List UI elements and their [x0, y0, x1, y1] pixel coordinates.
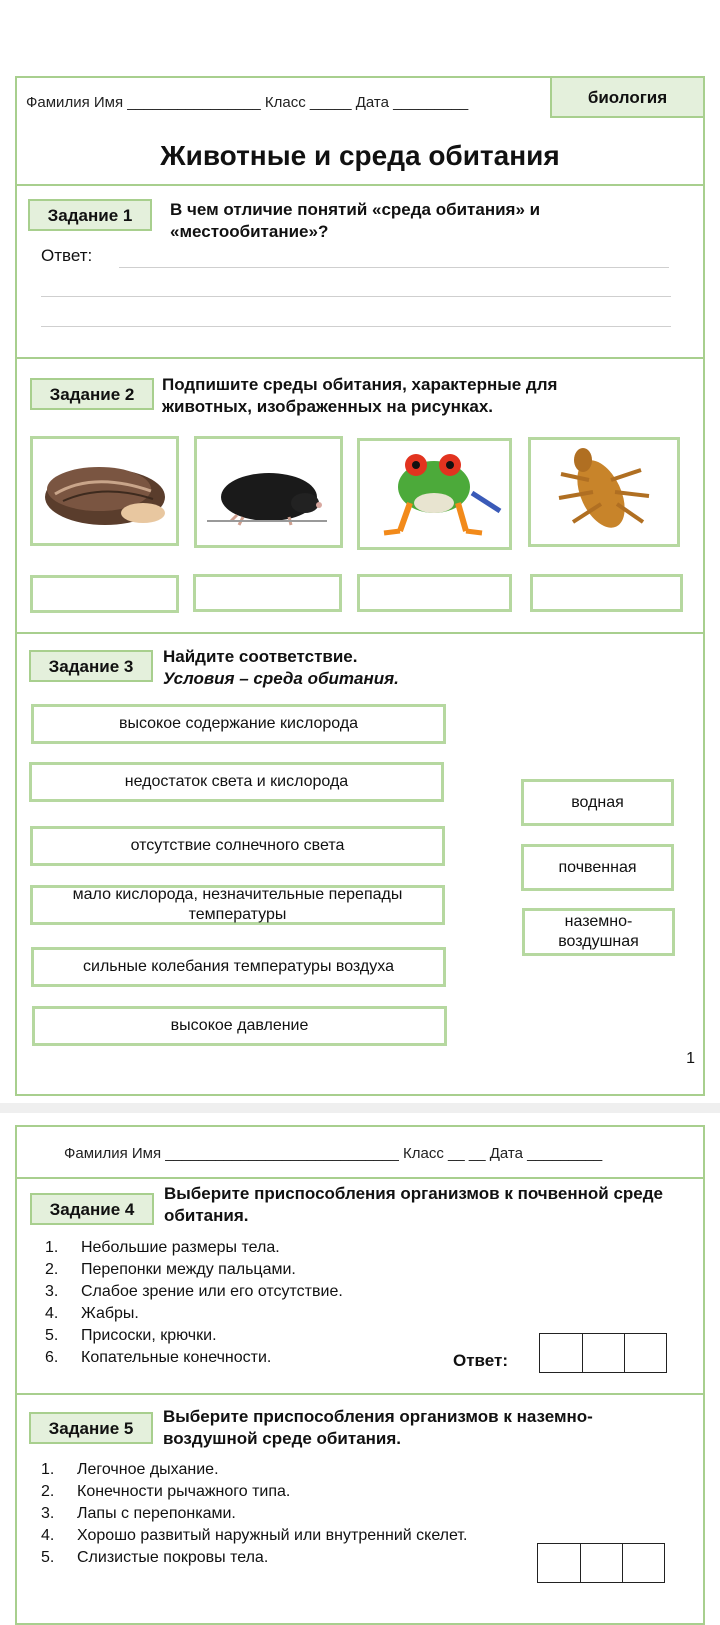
habitat-option[interactable]: наземно-воздушная	[522, 908, 675, 956]
answer-line[interactable]	[41, 326, 671, 327]
answer-cell[interactable]	[538, 1544, 580, 1582]
habitat-answer-box-1[interactable]	[30, 575, 179, 613]
habitat-option[interactable]: почвенная	[521, 844, 674, 891]
condition-item[interactable]: высокое содержание кислорода	[31, 704, 446, 744]
mussel-image	[30, 436, 179, 546]
task-5-question: Выберите приспособления организмов к наземно-воздушной среде обитания.	[163, 1407, 593, 1448]
task-4-question: Выберите приспособления организмов к почвенной среде обитания.	[164, 1184, 663, 1225]
habitat-answer-box-3[interactable]	[357, 574, 512, 612]
answer-cell[interactable]	[582, 1334, 624, 1372]
task-3-question: Найдите соответствие.	[163, 647, 358, 666]
student-info-line: Фамилия Имя ____________________________ Класс __ __ Дата _________	[64, 1145, 603, 1162]
list-item: 6. Копательные конечности.	[45, 1349, 272, 1366]
student-info-line: Фамилия Имя ________________ Класс _____ Дата _________	[26, 94, 469, 111]
divider	[17, 357, 703, 359]
answer-cell[interactable]	[622, 1544, 664, 1582]
divider	[17, 1177, 703, 1179]
answer-cell[interactable]	[624, 1334, 666, 1372]
task-3-label: Задание 3	[29, 650, 153, 682]
worksheet-page-2	[15, 1125, 705, 1625]
answer-cells[interactable]	[537, 1543, 665, 1583]
list-item: 4. Жабры.	[45, 1305, 139, 1322]
frog-image	[357, 438, 512, 550]
task-4-answer-label: Ответ:	[453, 1351, 508, 1370]
worksheet-page-1	[15, 76, 705, 1096]
mole-image	[194, 436, 343, 548]
task-5-label: Задание 5	[29, 1412, 153, 1444]
task-1-answer-label: Ответ:	[41, 246, 93, 265]
list-item: 5. Слизистые покровы тела.	[41, 1549, 269, 1566]
condition-item[interactable]: сильные колебания температуры воздуха	[31, 947, 446, 987]
divider	[17, 632, 703, 634]
list-item: 3. Лапы с перепонками.	[41, 1505, 236, 1522]
habitat-option[interactable]: водная	[521, 779, 674, 826]
task-1-question: В чем отличие понятий «среда обитания» и «местообитание»?	[170, 200, 541, 241]
condition-item[interactable]: высокое давление	[32, 1006, 447, 1046]
task-2-label: Задание 2	[30, 378, 154, 410]
habitat-answer-box-4[interactable]	[530, 574, 683, 612]
subject-tab: биология	[550, 76, 705, 118]
page-gap	[0, 1103, 720, 1113]
condition-item[interactable]: мало кислорода, незначительные перепады температуры	[30, 885, 445, 925]
answer-line[interactable]	[41, 296, 671, 297]
page-number: 1	[686, 1050, 695, 1067]
task-1-label: Задание 1	[28, 199, 152, 231]
list-item: 3. Слабое зрение или его отсутствие.	[45, 1283, 343, 1300]
task-4-label: Задание 4	[30, 1193, 154, 1225]
list-item: 1. Небольшие размеры тела.	[45, 1239, 280, 1256]
answer-line[interactable]	[119, 267, 669, 268]
habitat-answer-box-2[interactable]	[193, 574, 342, 612]
list-item: 4. Хорошо развитый наружный или внутренний скелет.	[41, 1527, 468, 1544]
louse-image	[528, 437, 680, 547]
answer-cells[interactable]	[539, 1333, 667, 1373]
task-3-subtitle: Условия – среда обитания.	[163, 669, 399, 688]
answer-cell[interactable]	[580, 1544, 622, 1582]
list-item: 5. Присоски, крючки.	[45, 1327, 217, 1344]
divider	[17, 1393, 703, 1395]
task-2-question: Подпишите среды обитания, характерные для животных, изображенных на рисунках.	[162, 375, 558, 416]
list-item: 1. Легочное дыхание.	[41, 1461, 219, 1478]
divider	[17, 184, 703, 186]
page-title: Животные и среда обитания	[160, 140, 560, 171]
list-item: 2. Конечности рычажного типа.	[41, 1483, 291, 1500]
condition-item[interactable]: недостаток света и кислорода	[29, 762, 444, 802]
condition-item[interactable]: отсутствие солнечного света	[30, 826, 445, 866]
list-item: 2. Перепонки между пальцами.	[45, 1261, 296, 1278]
answer-cell[interactable]	[540, 1334, 582, 1372]
